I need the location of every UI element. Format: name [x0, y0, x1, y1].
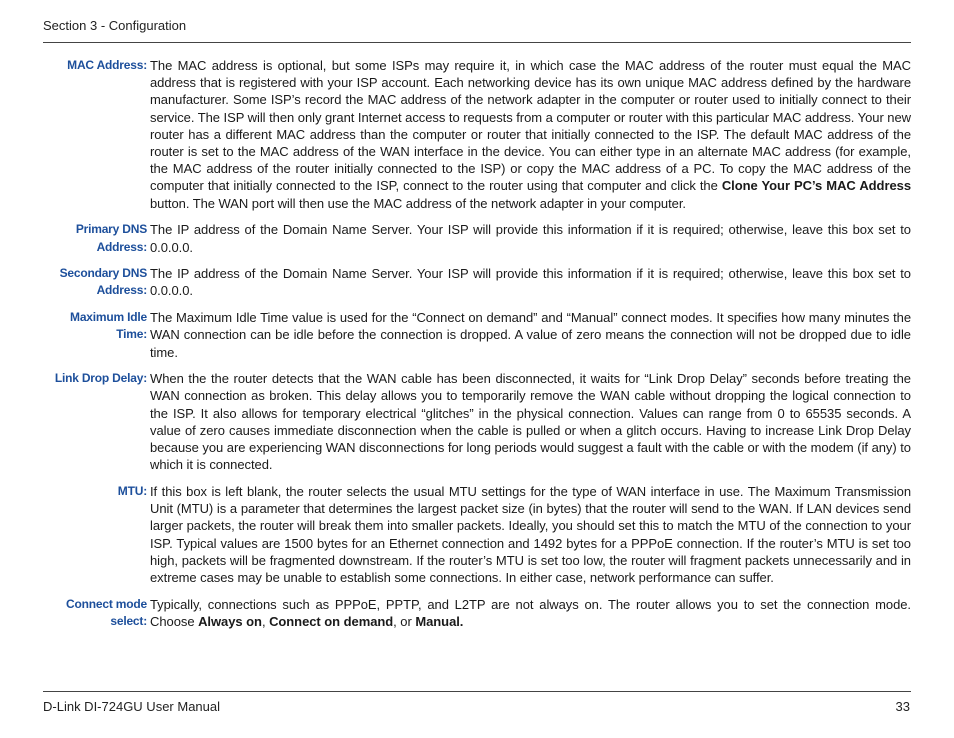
entry-mtu — [43, 483, 911, 586]
desc-text: The MAC address is optional, but some ISPs may require it, in which case the MAC address of the router must equal the MAC address that is registered with your ISP account. Each networking device has its own unique MAC address defined by the hardware manufacturer. Some ISP’s record the MAC address of the network adapter in the computer or router used to initially connect to their service. The ISP will then only grant Internet access to requests from a computer or router with this particular MAC address. Your new router has a different MAC address than the computer or router that initially connected to the ISP. The default MAC address of the router is set to the MAC address of the WAN interface in the device. You can either type in an alternate MAC address (for example, the MAC address of the router initially connected to the ISP) or copy the MAC address of a PC. To copy the MAC address of the computer that initially connected to the ISP, connect to the router using that computer and click the — [150, 58, 911, 194]
entry-mac-address — [43, 57, 911, 212]
desc-link-drop-delay — [150, 370, 911, 473]
option-connect-on-demand: Connect on demand — [269, 613, 394, 629]
term-mac-address: MAC Address: — [67, 58, 147, 72]
footer-divider — [43, 691, 911, 692]
desc-mtu — [150, 483, 911, 586]
option-always-on: Always on — [198, 613, 262, 629]
manual-title: D-Link DI-724GU User Manual — [43, 699, 221, 714]
term-secondary-dns: Secondary DNS Address: — [59, 266, 147, 298]
option-manual: Manual. — [415, 613, 464, 629]
section-header: Section 3 - Configuration — [43, 18, 187, 33]
desc-text: , — [261, 613, 270, 629]
clone-mac-label: Clone Your PC’s MAC Address — [721, 178, 911, 194]
term-mtu: MTU: — [117, 483, 147, 498]
desc-secondary-dns — [150, 265, 911, 299]
desc-mac-address — [150, 57, 911, 212]
page-number: 33 — [895, 699, 910, 714]
desc-text: The IP address of the Domain Name Server. Your ISP will provide this information if it is required; otherwise, leave this box set to 0.0.0.0. — [150, 222, 911, 255]
definition-list — [43, 57, 911, 640]
desc-text: button. The WAN port will then use the MAC address of the network adapter in your computer. — [150, 195, 686, 211]
term-link-drop-delay: Link Drop Delay: — [54, 371, 147, 386]
term-primary-dns: Primary DNS Address: — [75, 222, 147, 254]
desc-maximum-idle-time — [150, 309, 911, 361]
desc-text: , or — [393, 613, 416, 629]
term-maximum-idle-time: Maximum Idle Time: — [70, 310, 147, 342]
term-connect-mode-select: Connect mode select: — [66, 596, 147, 628]
desc-text: The Maximum Idle Time value is used for the “Connect on demand” and “Manual” connect modes. It specifies how many minutes the WAN connection can be idle before the connection is dropped. A value of zero means the connection will not be dropped due to idle time. — [150, 310, 911, 360]
desc-text: If this box is left blank, the router selects the usual MTU settings for the type of WAN interface in use. The Maximum Transmission Unit (MTU) is a parameter that determines the largest packet size (in bytes) that the router will send to the WAN. If LAN devices send larger packets, the router will break them into smaller packets. Ideally, you should set this to match the MTU of the connection to your ISP. Typical values are 1500 bytes for an Ethernet connection and 1492 bytes for a PPPoE connection. If the router’s MTU is set too high, packets will be fragmented downstream. If the router’s MTU is set too low, the router will fragment packets unnecessarily and in extreme cases may be unable to establish some connections. In either case, network performance can suffer. — [150, 483, 911, 585]
desc-connect-mode-select — [150, 596, 911, 630]
desc-text: The IP address of the Domain Name Server. Your ISP will provide this information if it is required; otherwise, leave this box set to 0.0.0.0. — [150, 266, 911, 299]
desc-primary-dns — [150, 221, 911, 255]
entry-primary-dns — [43, 221, 911, 255]
header-divider — [43, 42, 911, 43]
desc-text: Typically, connections such as PPPoE, PPTP, and L2TP are not always on. The router allows you to set the connection mode. Choose — [150, 596, 911, 629]
entry-link-drop-delay — [43, 370, 911, 473]
entry-maximum-idle-time — [43, 309, 911, 361]
desc-text: When the the router detects that the WAN cable has been disconnected, it waits for “Link Drop Delay” seconds before treating the WAN connection as broken. This delay allows you to temporarily remove the WAN cable without dropping the logical connection to the ISP. It also allows for temporary electrical “glitches” in the physical connection. Values can range from 0 to 65535 seconds. A value of zero causes immediate disconnection when the cable is pulled or when a glitch occurs. Having to increase Link Drop Delay because you are experiencing WAN disconnections for long periods would suggest a fault with the cable or with the modem (if any) to which it is connected. — [150, 371, 911, 473]
entry-connect-mode-select — [43, 596, 911, 630]
entry-secondary-dns — [43, 265, 911, 299]
